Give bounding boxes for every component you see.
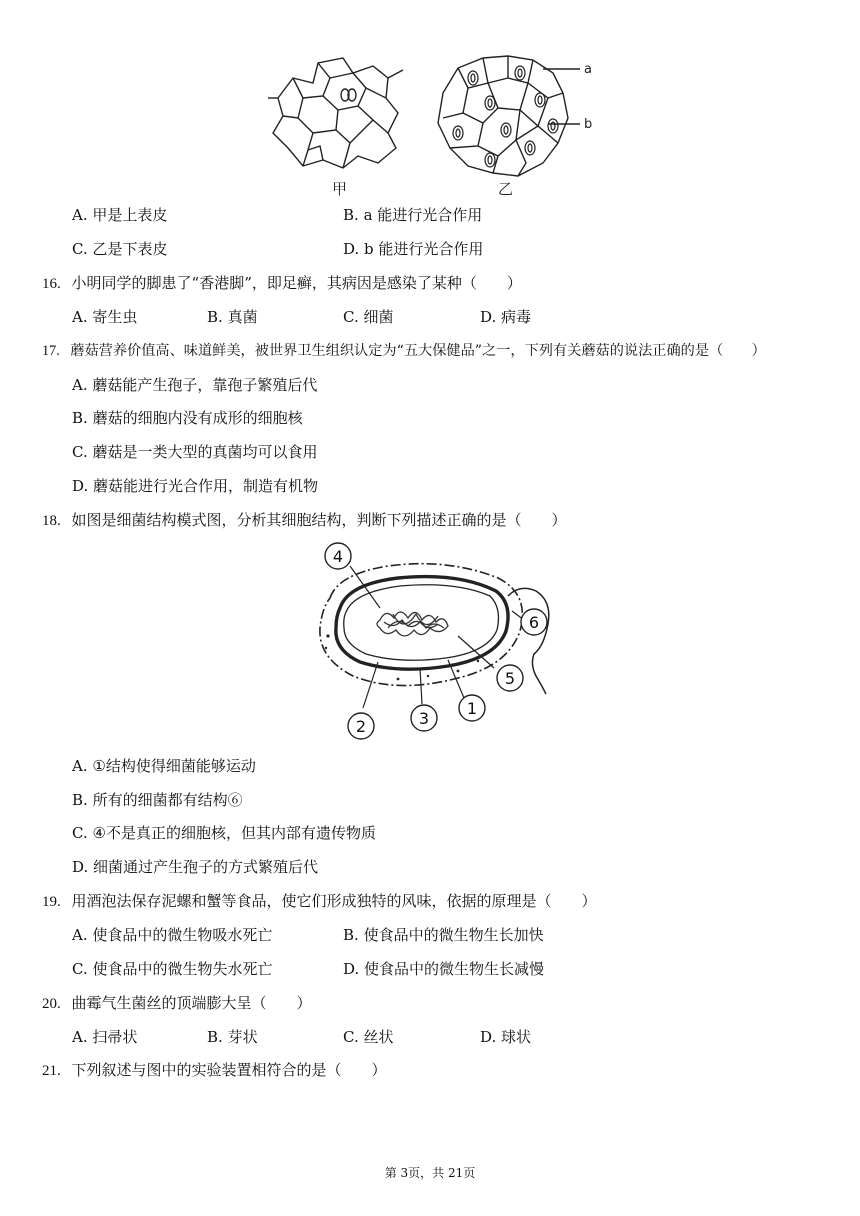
label-5: 5	[504, 669, 516, 688]
option-letter: C.	[343, 1028, 359, 1046]
q17-option-a[interactable]	[72, 374, 317, 395]
option-text: 蘑菇是一类大型的真菌均可以食用	[92, 443, 318, 461]
question-number: 17.	[42, 343, 60, 359]
option-letter: A.	[72, 206, 88, 224]
question-18	[42, 509, 567, 530]
label-3: 3	[418, 709, 430, 728]
label-jia: 甲	[332, 180, 348, 198]
question-17	[42, 340, 766, 360]
option-letter: C.	[72, 240, 88, 258]
q17-option-b[interactable]	[72, 407, 303, 428]
option-letter: B.	[72, 409, 88, 427]
option-text: 蘑菇的细胞内没有成形的细胞核	[92, 409, 303, 427]
q15-option-d[interactable]	[343, 238, 483, 259]
option-text: 甲是上表皮	[92, 206, 168, 224]
option-text: 球状	[501, 1028, 532, 1046]
question-16	[42, 272, 522, 293]
q19-option-d[interactable]	[343, 958, 544, 979]
option-letter: B.	[207, 1028, 223, 1046]
label-a: a	[584, 62, 592, 77]
option-letter: A.	[72, 1028, 88, 1046]
q18-option-c[interactable]	[72, 822, 376, 843]
q15-option-a[interactable]	[72, 204, 167, 225]
option-letter: D.	[480, 1028, 497, 1046]
option-text: 蘑菇能进行光合作用，制造有机物	[93, 477, 319, 495]
option-letter: B.	[343, 926, 359, 944]
q18-option-b[interactable]	[72, 789, 243, 810]
option-letter: C.	[343, 308, 359, 326]
question-stem: 小明同学的脚患了“香港脚”，即足癣，其病因是感染了某种（ ）	[71, 274, 522, 292]
q16-option-c[interactable]	[343, 306, 394, 327]
label-yi: 乙	[498, 180, 514, 198]
option-letter: B.	[343, 206, 359, 224]
option-text: 细菌	[363, 308, 394, 326]
option-text: ④不是真正的细胞核，但其内部有遗传物质	[92, 824, 376, 842]
option-text: 乙是下表皮	[92, 240, 168, 258]
option-letter: C.	[72, 824, 88, 842]
question-number: 20.	[42, 996, 61, 1012]
q16-option-d[interactable]	[480, 306, 531, 327]
option-letter: B.	[207, 308, 223, 326]
option-text: 病毒	[501, 308, 532, 326]
option-letter: A.	[72, 376, 88, 394]
option-text: 芽状	[227, 1028, 258, 1046]
option-text: 使食品中的微生物吸水死亡	[92, 926, 273, 944]
option-letter: D.	[480, 308, 497, 326]
option-letter: C.	[72, 443, 88, 461]
option-text: b 能进行光合作用	[364, 240, 484, 258]
question-number: 16.	[42, 276, 61, 292]
question-stem: 曲霉气生菌丝的顶端膨大呈（ ）	[71, 994, 312, 1012]
label-1: 1	[466, 699, 478, 718]
q19-option-a[interactable]	[72, 924, 272, 945]
option-text: a 能进行光合作用	[363, 206, 483, 224]
option-letter: D.	[343, 240, 360, 258]
label-4: 4	[332, 547, 344, 566]
option-text: 真菌	[227, 308, 258, 326]
label-6: 6	[528, 613, 540, 632]
option-letter: A.	[72, 757, 88, 775]
q19-option-b[interactable]	[343, 924, 544, 945]
page-footer	[0, 1164, 860, 1181]
option-letter: A.	[72, 926, 88, 944]
label-2: 2	[355, 717, 367, 736]
option-text: 扫帚状	[92, 1028, 138, 1046]
question-19	[42, 890, 597, 911]
option-text: 蘑菇能产生孢子，靠孢子繁殖后代	[92, 376, 318, 394]
question-stem: 蘑菇营养价值高、味道鲜美，被世界卫生组织认定为“五大保健品”之一，下列有关蘑菇的说法正确的是（ ）	[70, 343, 766, 359]
q19-option-c[interactable]	[72, 958, 273, 979]
question-stem: 下列叙述与图中的实验装置相符合的是（ ）	[71, 1061, 387, 1079]
q18-option-d[interactable]	[72, 856, 318, 877]
option-letter: D.	[72, 858, 89, 876]
q20-option-d[interactable]	[480, 1026, 531, 1047]
question-number: 18.	[42, 513, 61, 529]
page-number: 第 3页，共 21页	[384, 1166, 476, 1180]
option-letter: A.	[72, 308, 88, 326]
option-letter: D.	[72, 477, 89, 495]
q15-option-b[interactable]	[343, 204, 482, 225]
question-stem: 用酒泡法保存泥螺和蟹等食品，使它们形成独特的风味，依据的原理是（ ）	[71, 892, 597, 910]
option-text: 丝状	[363, 1028, 394, 1046]
option-text: 寄生虫	[92, 308, 138, 326]
option-letter: B.	[72, 791, 88, 809]
option-letter: D.	[343, 960, 360, 978]
q20-option-c[interactable]	[343, 1026, 394, 1047]
option-text: 使食品中的微生物生长减慢	[364, 960, 545, 978]
question-stem: 如图是细菌结构模式图，分析其细胞结构，判断下列描述正确的是（ ）	[71, 511, 567, 529]
question-21	[42, 1059, 387, 1080]
q16-option-b[interactable]	[207, 306, 258, 327]
option-text: 使食品中的微生物失水死亡	[92, 960, 273, 978]
q17-option-d[interactable]	[72, 475, 318, 496]
bacterium-structure-figure	[298, 536, 560, 746]
question-20	[42, 992, 312, 1013]
label-b: b	[584, 117, 593, 132]
q20-option-b[interactable]	[207, 1026, 258, 1047]
option-text: ①结构使得细菌能够运动	[92, 757, 256, 775]
q18-option-a[interactable]	[72, 755, 256, 776]
option-text: 细菌通过产生孢子的方式繁殖后代	[93, 858, 319, 876]
question-number: 19.	[42, 894, 61, 910]
q15-option-c[interactable]	[72, 238, 168, 259]
q20-option-a[interactable]	[72, 1026, 137, 1047]
question-number: 21.	[42, 1063, 61, 1079]
q16-option-a[interactable]	[72, 306, 137, 327]
option-text: 所有的细菌都有结构⑥	[92, 791, 243, 809]
leaf-epidermis-figure	[258, 38, 608, 198]
option-letter: C.	[72, 960, 88, 978]
option-text: 使食品中的微生物生长加快	[363, 926, 544, 944]
q17-option-c[interactable]	[72, 441, 318, 462]
